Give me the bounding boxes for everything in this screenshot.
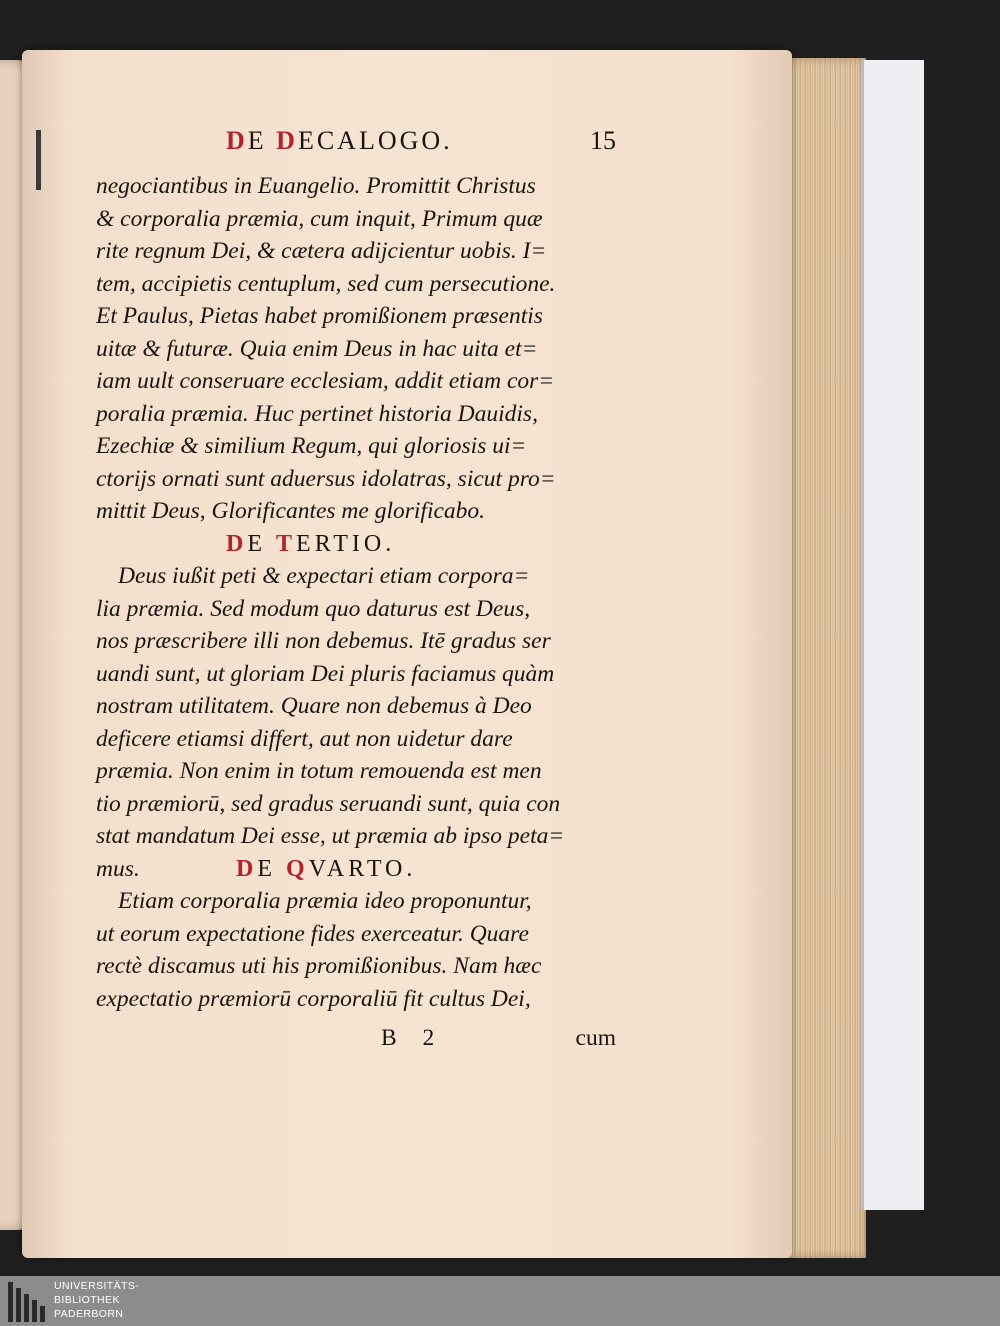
- text-line: rite regnum Dei, & cætera adijcientur uobis. I=: [96, 238, 547, 264]
- text-line: tem, accipietis centuplum, sed cum persecutione.: [96, 270, 556, 297]
- institution-line: BIBLIOTHEK: [54, 1294, 120, 1306]
- catchline: [96, 1021, 616, 1055]
- text-line: nostram utilitatem. Quare non debemus à Deo: [96, 693, 532, 719]
- section-heading-quarto: DE QVARTO.: [236, 855, 417, 882]
- catchword: cum: [575, 1025, 616, 1051]
- text-line: expectatio præmiorū corporaliū fit cultus Dei,: [96, 985, 531, 1012]
- body-paragraph: [96, 170, 616, 528]
- text-line: Deus iußit peti & expectari etiam corpora=: [118, 563, 530, 589]
- text-line: rectè discamus uti his promißionibus. Nam hæc: [96, 953, 542, 979]
- text-line: ctorijs ornati sunt aduersus idolatras, sicut pro=: [96, 465, 556, 492]
- gutter-mark: [36, 130, 41, 190]
- text-line: uandi sunt, ut gloriam Dei pluris faciamus quàm: [96, 660, 555, 687]
- text-line: Ezechiæ & similium Regum, qui gloriosis ui=: [96, 433, 527, 459]
- institution-line: UNIVERSITÄTS-: [54, 1280, 140, 1292]
- section-quarto-text: [96, 885, 616, 1015]
- page-text-block: [96, 126, 616, 1055]
- text-line: præmia. Non enim in totum remouenda est men: [96, 758, 542, 784]
- library-logo-icon: [8, 1282, 48, 1322]
- section-tertio-text: [96, 560, 616, 853]
- text-line: ut eorum expectatione fides exerceatur. Quare: [96, 920, 529, 947]
- text-line: tio præmiorū, sed gradus seruandi sunt, quia con: [96, 790, 561, 817]
- text-line-end: mus.: [96, 855, 140, 882]
- institution-name: [54, 1279, 139, 1321]
- folio-number: 15: [590, 126, 616, 155]
- text-line: mittit Deus, Glorificantes me glorificabo.: [96, 498, 486, 524]
- running-head: DE DECALOGO.: [226, 126, 453, 155]
- running-header: [96, 126, 616, 170]
- text-line: stat mandatum Dei esse, ut præmia ab ipso peta=: [96, 823, 565, 849]
- footer-bar: [0, 1276, 1000, 1326]
- text-line: poralia præmia. Huc pertinet historia Dauidis,: [96, 400, 538, 427]
- signature-mark: B 2: [381, 1025, 445, 1051]
- institution-line: PADERBORN: [54, 1308, 124, 1320]
- text-line: nos præscribere illi non debemus. Itē gradus ser: [96, 628, 551, 654]
- text-line: & corporalia præmia, cum inquit, Primum quæ: [96, 205, 543, 232]
- line-with-section-heading: [96, 853, 616, 886]
- text-line: Etiam corporalia præmia ideo proponuntur,: [118, 888, 532, 914]
- page-block-edges: [782, 58, 866, 1258]
- scan-backing-board: [862, 60, 924, 1210]
- text-line: iam uult conseruare ecclesiam, addit etiam cor=: [96, 368, 555, 394]
- text-line: uitæ & futuræ. Quia enim Deus in hac uita et=: [96, 335, 538, 362]
- text-line: Et Paulus, Pietas habet promißionem præsentis: [96, 303, 543, 329]
- section-heading-tertio: DE TERTIO.: [226, 530, 396, 557]
- text-line: negociantibus in Euangelio. Promittit Christus: [96, 173, 536, 199]
- text-line: lia præmia. Sed modum quo daturus est Deus,: [96, 595, 531, 622]
- text-line: deficere etiamsi differt, aut non uidetur dare: [96, 725, 513, 752]
